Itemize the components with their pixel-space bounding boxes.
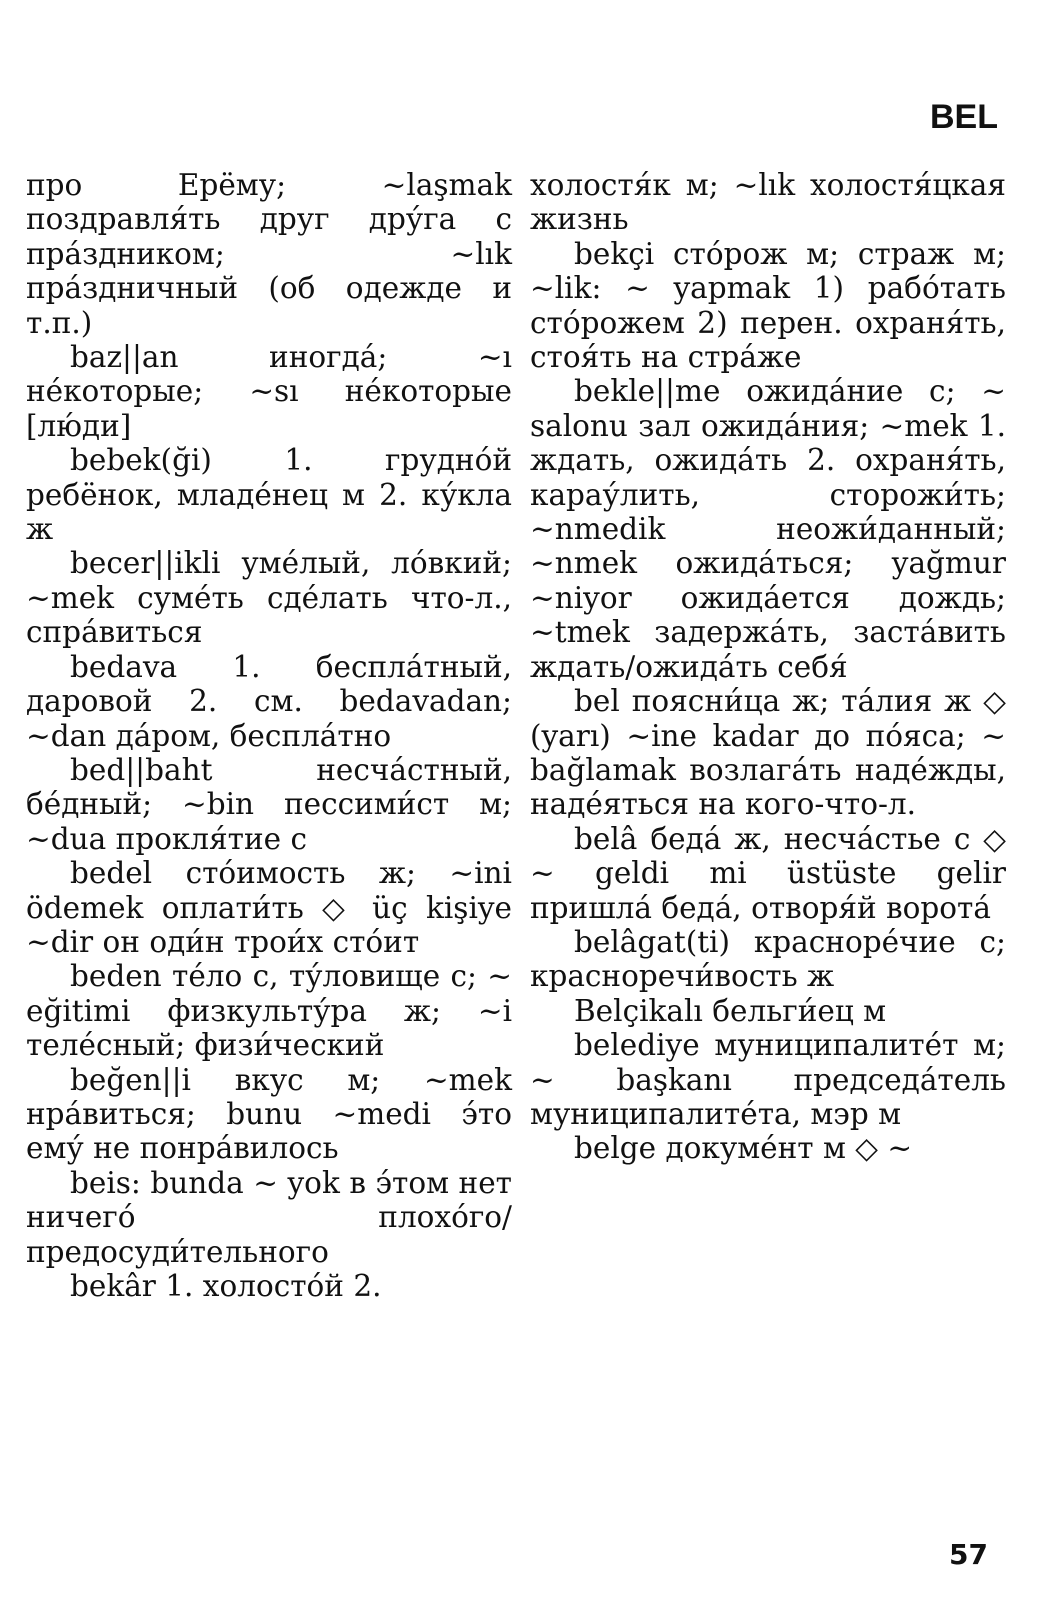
page-header: BEL xyxy=(930,98,998,136)
entry-bela: belâ беда́ ж, несча́стье с ◇ ~ geldi mi üstüste gelir пришла́ беда́, отворя́й ворота́ xyxy=(530,821,1006,925)
page-number: 57 xyxy=(949,1538,988,1571)
left-column xyxy=(26,168,512,1303)
entry-beden: beden те́ло с, ту́ловище с; ~ eğitimi физкульту́ра ж; ~i теле́сный; физи́ческий xyxy=(26,959,512,1063)
right-column xyxy=(530,168,1006,1166)
entry-bekar-cont: холостя́к м; ~lık холостя́цкая жизнь xyxy=(530,168,1006,237)
entry-bazan: baz||an иногда́; ~ı не́которые; ~sı не́которые [лю́ди] xyxy=(26,340,512,443)
entry-belagat: belâgat(ti) красноре́чие с; красноречи́вость ж xyxy=(530,924,1006,994)
entry-bedel: bedel сто́имость ж; ~ini ödemek оплати́ть ◇ üç kişiye ~dir он оди́н трои́х сто́ит xyxy=(26,856,512,959)
entry-bedbaht: bed||baht несча́стный, бе́дный; ~bin пессими́ст м; ~dua прокля́тие с xyxy=(26,752,512,856)
entry-bekar: bekâr 1. холосто́й 2. xyxy=(70,1269,382,1303)
entry-pro-eremu: про Ерёму; ~laşmak поздравля́ть друг дру́га с пра́здником; ~lık пра́здничный (об одежде и т.п.) xyxy=(26,168,512,340)
entry-bedava: bedava 1. беспла́тный, даровой 2. см. bedavadan; ~dan да́ром, беспла́тно xyxy=(26,649,512,753)
entry-bekleme: bekle||me ожида́ние с; ~ salonu зал ожида́ния; ~mek 1. ждать, ожида́ть 2. охраня́ть, карау́лить, сторожи́ть; ~nmedik неожи́данный; ~nmek ожида́ться; yağmur ~niyor ожида́ется дождь; ~tmek задержа́ть, заста́вить ждать/ожида́ть себя́ xyxy=(530,374,1006,684)
entry-belge: belge докуме́нт м ◇ ~ xyxy=(574,1131,913,1166)
entry-begeni: beğen||i вкус м; ~mek нра́виться; bunu ~medi э́то ему́ не понра́вилось xyxy=(26,1062,512,1166)
entry-belcikali: Belçikalı бельги́ец м xyxy=(574,993,887,1028)
entry-belediye: belediye муниципалите́т м; ~ başkanı председа́тель муниципалите́та, мэр м xyxy=(530,1028,1006,1131)
entry-beis: beis: bunda ~ yok в э́том нет ничего́ плохо́го/предосуди́тельного xyxy=(26,1165,512,1269)
entry-bel: bel поясни́ца ж; та́лия ж ◇ (yarı) ~ine kadar до по́яса; ~ bağlamak возлага́ть наде́жды, наде́яться на кого-что-л. xyxy=(530,684,1006,822)
entry-bebek: bebek(ği) 1. грудно́й ребёнок, младе́нец м 2. ку́кла ж xyxy=(26,443,512,547)
entry-bekci: bekçi сто́рож м; страж м; ~lik: ~ yapmak 1) рабо́тать сто́рожем 2) перен. охраня́ть, стоя́ть на стра́же xyxy=(530,236,1006,375)
entry-beceri: becer||ikli уме́лый, ло́вкий; ~mek суме́ть сде́лать что-л., спра́виться xyxy=(26,546,512,650)
